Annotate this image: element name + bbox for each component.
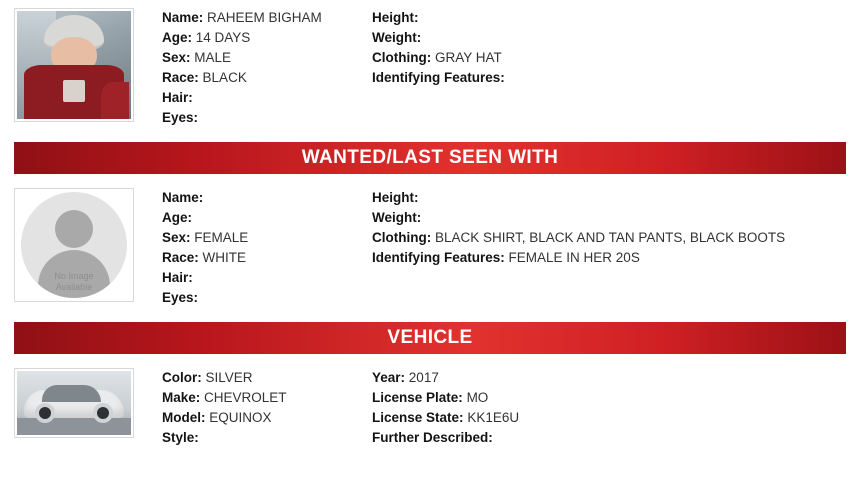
field-label: Height: (372, 10, 419, 25)
silhouette-head-icon (55, 210, 93, 248)
sleeve-shape (101, 82, 128, 119)
field-year (372, 368, 860, 388)
field-clothing (372, 48, 860, 68)
field-hair (162, 88, 372, 108)
field-value: GRAY HAT (435, 50, 502, 65)
field-label: Further Described: (372, 430, 493, 445)
field-name (162, 8, 372, 28)
missing-person-entry (0, 0, 860, 132)
field-model (162, 408, 372, 428)
field-value: EQUINOX (209, 410, 272, 425)
field-sex (162, 228, 372, 248)
missing-infant-photo (17, 11, 131, 119)
wanted-person-photo-frame (14, 188, 134, 302)
field-label: Hair: (162, 270, 193, 285)
field-label: Sex: (162, 230, 191, 245)
field-value: RAHEEM BIGHAM (207, 10, 322, 25)
field-label: Age: (162, 210, 192, 225)
wanted-person-entry (0, 180, 860, 312)
field-weight (372, 28, 860, 48)
field-name (162, 188, 372, 208)
field-age (162, 208, 372, 228)
field-value: 2017 (408, 370, 439, 385)
field-label: Color: (162, 370, 202, 385)
field-label: Age: (162, 30, 192, 45)
field-age (162, 28, 372, 48)
vehicle-details (134, 368, 860, 448)
field-label: Name: (162, 190, 204, 205)
page-right-edge (854, 0, 860, 490)
missing-person-photo-frame (14, 8, 134, 122)
field-value: BLACK SHIRT, BLACK AND TAN PANTS, BLACK BOOTS (435, 230, 786, 245)
field-height (372, 8, 860, 28)
no-image-text (17, 271, 131, 293)
wanted-person-right-column (372, 188, 860, 308)
field-value: SILVER (205, 370, 253, 385)
field-further-described (372, 428, 860, 448)
no-image-line1: No Image (54, 271, 94, 281)
field-label: Race: (162, 250, 199, 265)
field-label: Eyes: (162, 290, 199, 305)
field-label: Sex: (162, 50, 191, 65)
field-label: Weight: (372, 210, 422, 225)
missing-person-details (134, 8, 860, 128)
field-label: Year: (372, 370, 406, 385)
field-value: WHITE (202, 250, 247, 265)
field-value: MALE (194, 50, 232, 65)
car-cabin-shape (42, 385, 101, 402)
field-label: Height: (372, 190, 419, 205)
field-weight (372, 208, 860, 228)
field-value: FEMALE IN HER 20S (508, 250, 640, 265)
wanted-section-banner: WANTED/LAST SEEN WITH (14, 142, 846, 174)
vehicle-photo-frame (14, 368, 134, 438)
field-label: Eyes: (162, 110, 199, 125)
field-make (162, 388, 372, 408)
field-hair (162, 268, 372, 288)
field-label: Hair: (162, 90, 193, 105)
field-label: Clothing: (372, 50, 432, 65)
field-label: Weight: (372, 30, 422, 45)
field-license-state (372, 408, 860, 428)
field-clothing (372, 228, 860, 248)
no-image-placeholder (17, 191, 131, 299)
field-identifying-features (372, 68, 860, 88)
field-label: License State: (372, 410, 464, 425)
field-label: Model: (162, 410, 206, 425)
field-value: BLACK (202, 70, 247, 85)
field-value: FEMALE (194, 230, 249, 245)
field-label: Identifying Features: (372, 250, 505, 265)
field-value: KK1E6U (467, 410, 520, 425)
field-label: License Plate: (372, 390, 463, 405)
wanted-person-details (134, 188, 860, 308)
field-sex (162, 48, 372, 68)
silver-suv-photo (17, 371, 131, 435)
field-label: Name: (162, 10, 204, 25)
shirt-logo-shape (63, 80, 86, 102)
field-value: 14 DAYS (195, 30, 251, 45)
vehicle-entry (0, 360, 860, 452)
vehicle-section-banner: VEHICLE (14, 322, 846, 354)
road-shape (17, 418, 131, 435)
field-label: Style: (162, 430, 199, 445)
missing-person-right-column (372, 8, 860, 128)
field-license-plate (372, 388, 860, 408)
field-eyes (162, 288, 372, 308)
wanted-person-left-column (162, 188, 372, 308)
field-label: Clothing: (372, 230, 432, 245)
field-identifying-features (372, 248, 860, 268)
field-eyes (162, 108, 372, 128)
vehicle-right-column (372, 368, 860, 448)
no-image-line2: Available (55, 282, 93, 292)
missing-person-left-column (162, 8, 372, 128)
field-color (162, 368, 372, 388)
field-race (162, 68, 372, 88)
vehicle-left-column (162, 368, 372, 448)
field-label: Race: (162, 70, 199, 85)
field-race (162, 248, 372, 268)
field-height (372, 188, 860, 208)
field-value: MO (466, 390, 489, 405)
field-label: Identifying Features: (372, 70, 505, 85)
field-value: CHEVROLET (204, 390, 287, 405)
field-label: Make: (162, 390, 201, 405)
field-style (162, 428, 372, 448)
